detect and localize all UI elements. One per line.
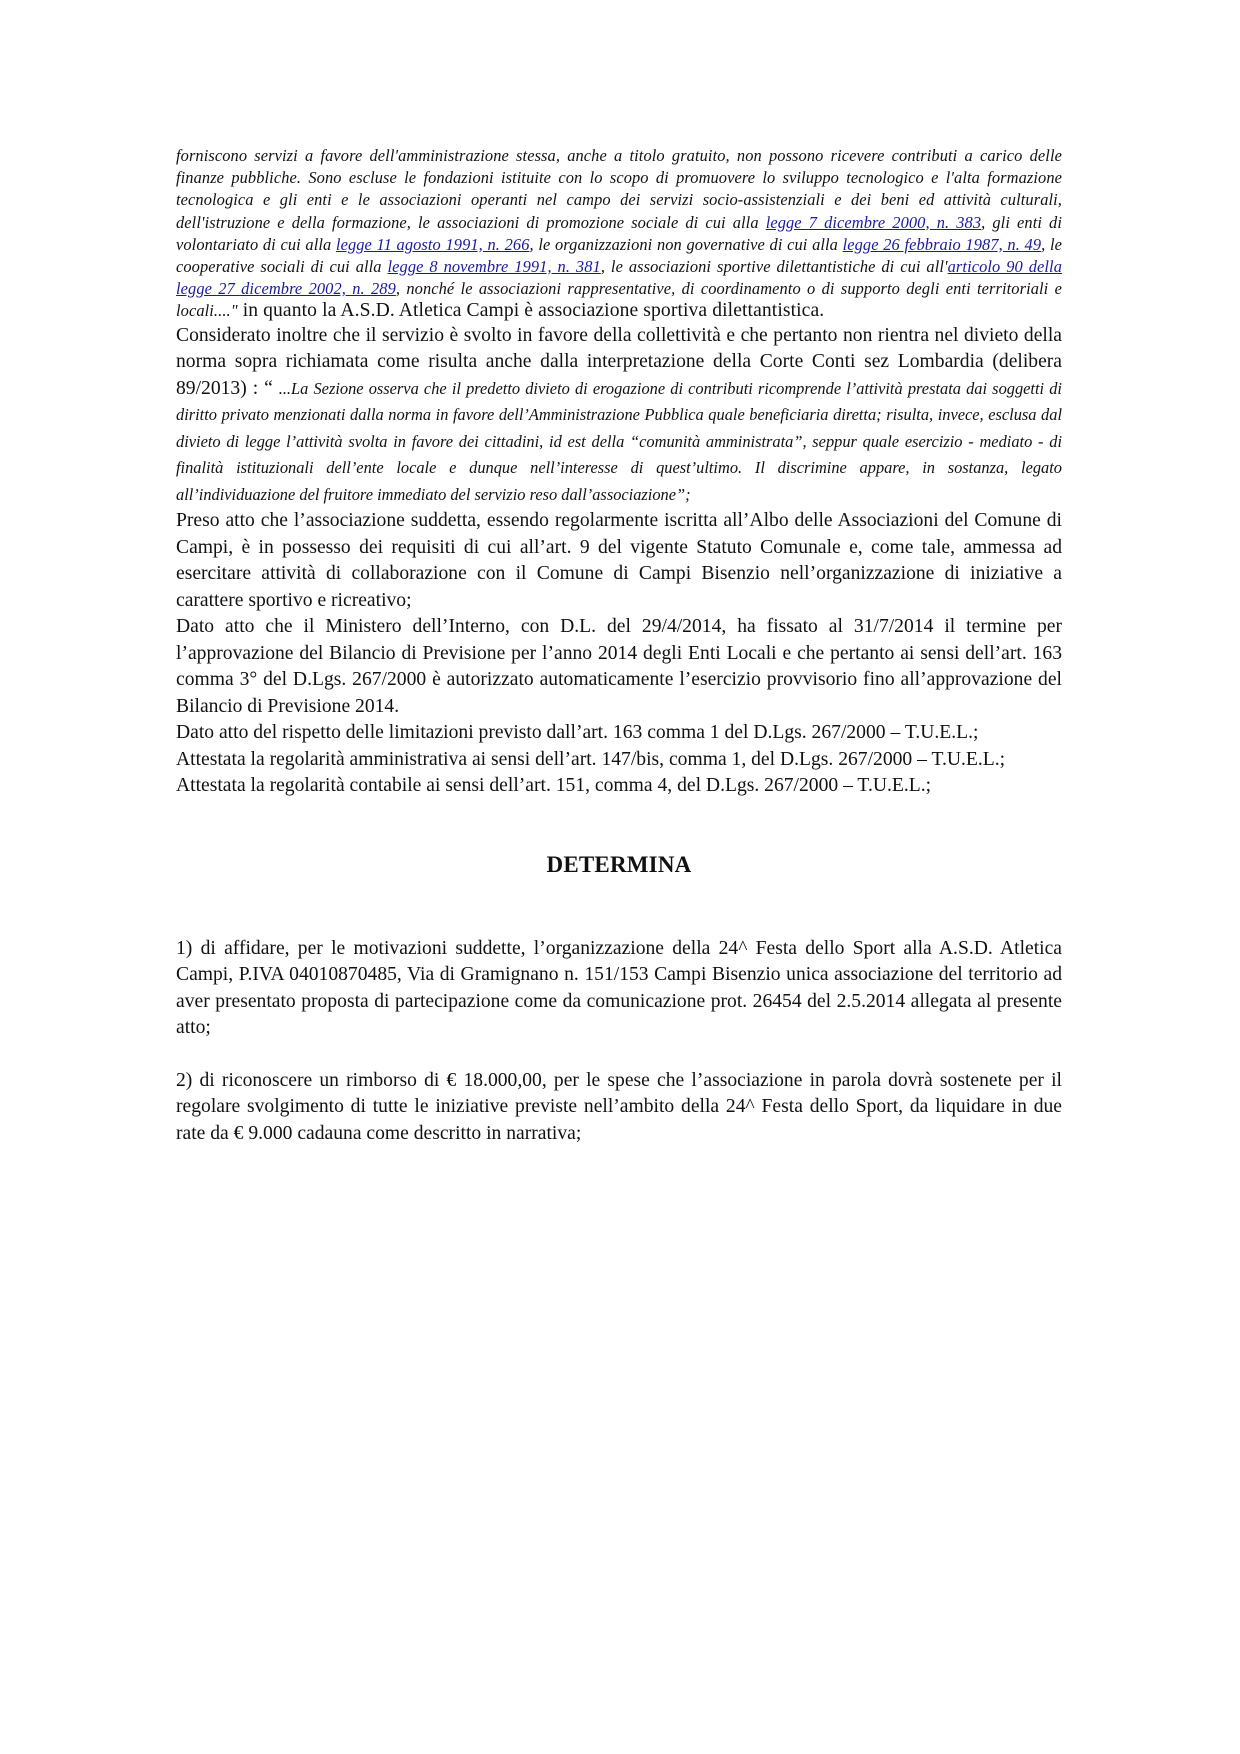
law-link-383-2000[interactable]: legge 7 dicembre 2000, n. 383 [765,212,982,232]
law-link-49-1987[interactable]: legge 26 febbraio 1987, n. 49 [842,234,1042,254]
determina-heading: DETERMINA [546,851,692,877]
quoted-law-paragraph [176,145,1062,323]
considerato-text: Considerato inoltre che il servizio è svolto in favore della collettività e che pertanto non rientra nel divieto della norma sopra richiamata come risulta anche dalla interpretazione della Corte Conti sez Lombardia (delibera 89/2013) : “ [176,324,1062,399]
law-link-381-1991[interactable]: legge 8 novembre 1991, n. 381 [387,257,601,277]
regolarita-contabile-paragraph: Attestata la regolarità contabile ai sensi dell’art. 151, comma 4, del D.Lgs. 267/2000 – T.U.E.L.; [176,775,932,797]
spacer [176,1042,1062,1068]
dato-atto-ministero-paragraph: Dato atto che il Ministero dell’Interno, con D.L. del 29/4/2014, ha fissato al 31/7/2014 il termine per l’approvazione del Bilancio di Previsione per l’anno 2014 degli Enti Locali e che pertanto ai sensi dell’art. 163 comma 3° del D.Lgs. 267/2000 è autorizzato automaticamente l’esercizio provvisorio fino all’approvazione del Bilancio di Previsione 2014. [176,616,1062,717]
determina-item-2: 2) di riconoscere un rimborso di € 18.000,00, per le spese che l’associazione in parola dovrà sostenete per il regolare svolgimento di tutte le iniziative previste nell’ambito della 24^ Festa dello Sport, da liquidare in due rate da € 9.000 cadauna come descritto in narrativa; [176,1069,1062,1144]
quote-text: , le organizzazioni non governative di cui alla [529,234,843,254]
regolarita-amministrativa-paragraph: Attestata la regolarità amministrativa ai sensi dell’art. 147/bis, comma 1, del D.Lgs. 267/2000 – T.U.E.L.; [176,748,1006,770]
considerato-paragraph [176,323,1062,509]
law-link-art90-289-2002[interactable]: articolo 90 della legge 27 dicembre 2002, n. 289 [176,257,1062,299]
determina-item-1: 1) di affidare, per le motivazioni suddette, l’organizzazione della 24^ Festa dello Sport alla A.S.D. Atletica Campi, P.IVA 04010870485, Via di Gramignano n. 151/153 Campi Bisenzio unica associazione del territorio ad aver presentato proposta di partecipazione come da comunicazione prot. 26454 del 2.5.2014 allegata al presente atto; [176,937,1062,1039]
quote-conclusion: in quanto la A.S.D. Atletica Campi è associazione sportiva dilettantistica. [237,300,825,322]
document-page [176,145,1062,1147]
quote-text: forniscono servizi a favore dell'amministrazione stessa, anche a titolo gratuito, non possono ricevere contributi a carico delle finanze pubbliche. Sono escluse le fondazioni istituite con lo scopo di promuovere lo sviluppo tecnologico e l'alta formazione tecnologica e gli enti e le associazioni operanti nel campo dei servizi socio-assistenziali e dei beni ed attività culturali, dell'istruzione e della formazione, le associazioni di promozione sociale di cui alla [176,146,1062,232]
quote-text: , nonché le associazioni rappresentative, di coordinamento o di supporto degli enti territoriali e locali...." [176,279,1062,321]
quote-text: , le cooperative sociali di cui alla [176,234,1062,277]
quote-text: , gli enti di volontariato di cui alla [176,212,1062,254]
preso-atto-paragraph: Preso atto che l’associazione suddetta, essendo regolarmente iscritta all’Albo delle Associazioni del Comune di Campi, è in possesso dei requisiti di cui all’art. 9 del vigente Statuto Comunale e, come tale, ammessa ad esercitare attività di collaborazione con il Comune di Campi Bisenzio nell’organizzazione di iniziative a carattere sportivo e ricreativo; [176,510,1062,611]
law-link-266-1991[interactable]: legge 11 agosto 1991, n. 266 [335,234,530,254]
corte-conti-quote: ...La Sezione osserva che il predetto divieto di erogazione di contributi ricomprende l’attività prestata dai soggetti di diritto privato menzionati dalla norma in favore dell’Amministrazione Pubblica quale beneficiaria diretta; risulta, invece, esclusa dal divieto di legge l’attività svolta in favore dei cittadini, id est della “comunità amministrata”, seppur quale esercizio - mediato - di finalità istituzionali dell’ente locale e dunque nell’interesse di quest’ultimo. Il discrimine appare, in sostanza, legato all’individuazione del fruitore immediato del servizio reso dall’associazione”; [176,378,1062,504]
dato-atto-limitazioni-paragraph: Dato atto del rispetto delle limitazioni previsto dall’art. 163 comma 1 del D.Lgs. 267/2000 – T.U.E.L.; [176,722,979,744]
spacer [176,878,1062,936]
quote-text: , le associazioni sportive dilettantistiche di cui all' [600,257,948,277]
